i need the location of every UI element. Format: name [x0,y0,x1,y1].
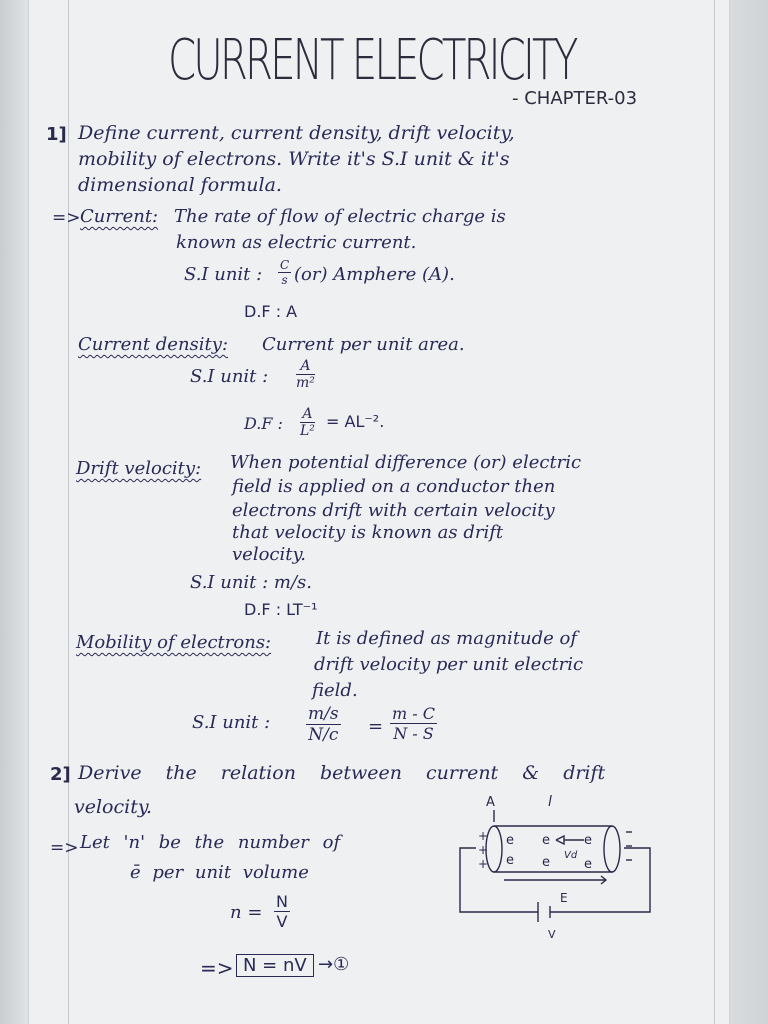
current-density-si-label: S.I unit : [190,366,269,387]
q1-line-1: Define current, current density, drift velocity, [78,122,515,144]
current-density-si-denominator: m² [296,375,315,391]
current-si-rest: (or) Amphere (A). [294,264,455,285]
eq1-denominator: V [276,912,288,931]
current-density-df-rest: = AL⁻². [326,412,385,431]
current-density-si-fraction [296,358,315,391]
electron-6: e [584,857,592,872]
eq2-boxed-equation: N = nV [236,954,314,977]
current-heading: Current: [80,206,159,227]
drift-velocity-df: D.F : LT⁻¹ [244,600,318,619]
electron-2: e [506,853,514,868]
mobility-si-denominator-1: N/c [308,725,339,745]
q1-line-3: dimensional formula. [78,174,282,196]
current-si-numerator: C [280,258,290,272]
mobility-si-fraction-2 [390,704,437,743]
right-margin-line [714,0,715,1024]
drift-velocity-def-5: velocity. [232,544,306,565]
mobility-equals: = [368,716,384,737]
mobility-si-label: S.I unit : [192,712,271,733]
label-length-l: l [548,794,552,810]
electron-4: e [542,855,550,870]
drift-velocity-heading: Drift velocity: [76,458,202,479]
derivation-line-2: ē per unit volume [130,862,309,883]
current-density-def: Current per unit area. [262,334,465,355]
label-field-E: E [560,891,568,905]
page-title: CURRENT ELECTRICITY [168,28,576,93]
eq1-fraction [274,892,290,931]
current-density-si-numerator: A [296,358,315,375]
chapter-label: - CHAPTER-03 [512,88,638,109]
electron-5: e [584,833,592,848]
question-number-1: 1] [46,124,67,145]
mobility-heading: Mobility of electrons: [76,632,272,653]
mobility-si-fraction-1 [306,704,341,745]
drift-velocity-def-1: When potential difference (or) electric [230,452,582,473]
mobility-si-denominator-2: N - S [393,724,434,743]
drift-velocity-si: S.I unit : m/s. [190,572,313,593]
derivation-arrow: => [50,838,79,858]
svg-text:+: + [478,829,489,843]
question-number-2: 2] [50,764,71,785]
mobility-si-numerator-2: m - C [392,704,435,723]
current-si-denominator: s [281,273,288,287]
current-si-fraction [278,258,291,287]
current-density-df-fraction [300,406,315,439]
eq1-lhs: n = [230,902,263,923]
svg-text:+: + [478,843,489,857]
q2-line-2: velocity. [74,796,153,818]
q1-line-2: mobility of electrons. Write it's S.I unit & it's [78,148,510,170]
drift-velocity-def-2: field is applied on a conductor then [232,476,556,497]
electron-3: e [542,833,550,848]
eq2-reference: →① [318,954,350,975]
mobility-si-numerator-1: m/s [308,704,339,724]
current-si-label: S.I unit : [184,264,263,285]
conductor-diagram [456,780,686,940]
mobility-def-2: drift velocity per unit electric [314,654,584,675]
label-drift-velocity: Vd [564,850,578,861]
current-density-df-denominator: L² [300,423,315,439]
margin-line [68,0,69,1024]
current-def-1: The rate of flow of electric charge is [174,206,506,227]
current-dimensional-formula: D.F : A [244,302,298,321]
derivation-line-1: Let 'n' be the number of [80,832,341,853]
current-density-df-numerator: A [300,406,315,423]
eq2-arrow: => [200,956,234,980]
current-def-2: known as electric current. [176,232,417,253]
current-density-df-label: D.F : [244,414,283,433]
current-density-heading: Current density: [78,334,229,355]
label-area-A: A [486,795,495,810]
svg-text:+: + [478,857,489,871]
q2-line-1: Derive the relation between current & drift [78,762,606,784]
label-voltage-V: V [548,928,556,940]
answer-arrow: => [52,208,81,228]
mobility-def-1: It is defined as magnitude of [316,628,578,649]
eq1-numerator: N [276,892,288,911]
drift-velocity-def-4: that velocity is known as drift [232,522,504,543]
mobility-def-3: field. [312,680,358,701]
drift-velocity-def-3: electrons drift with certain velocity [232,500,555,521]
electron-1: e [506,833,514,848]
